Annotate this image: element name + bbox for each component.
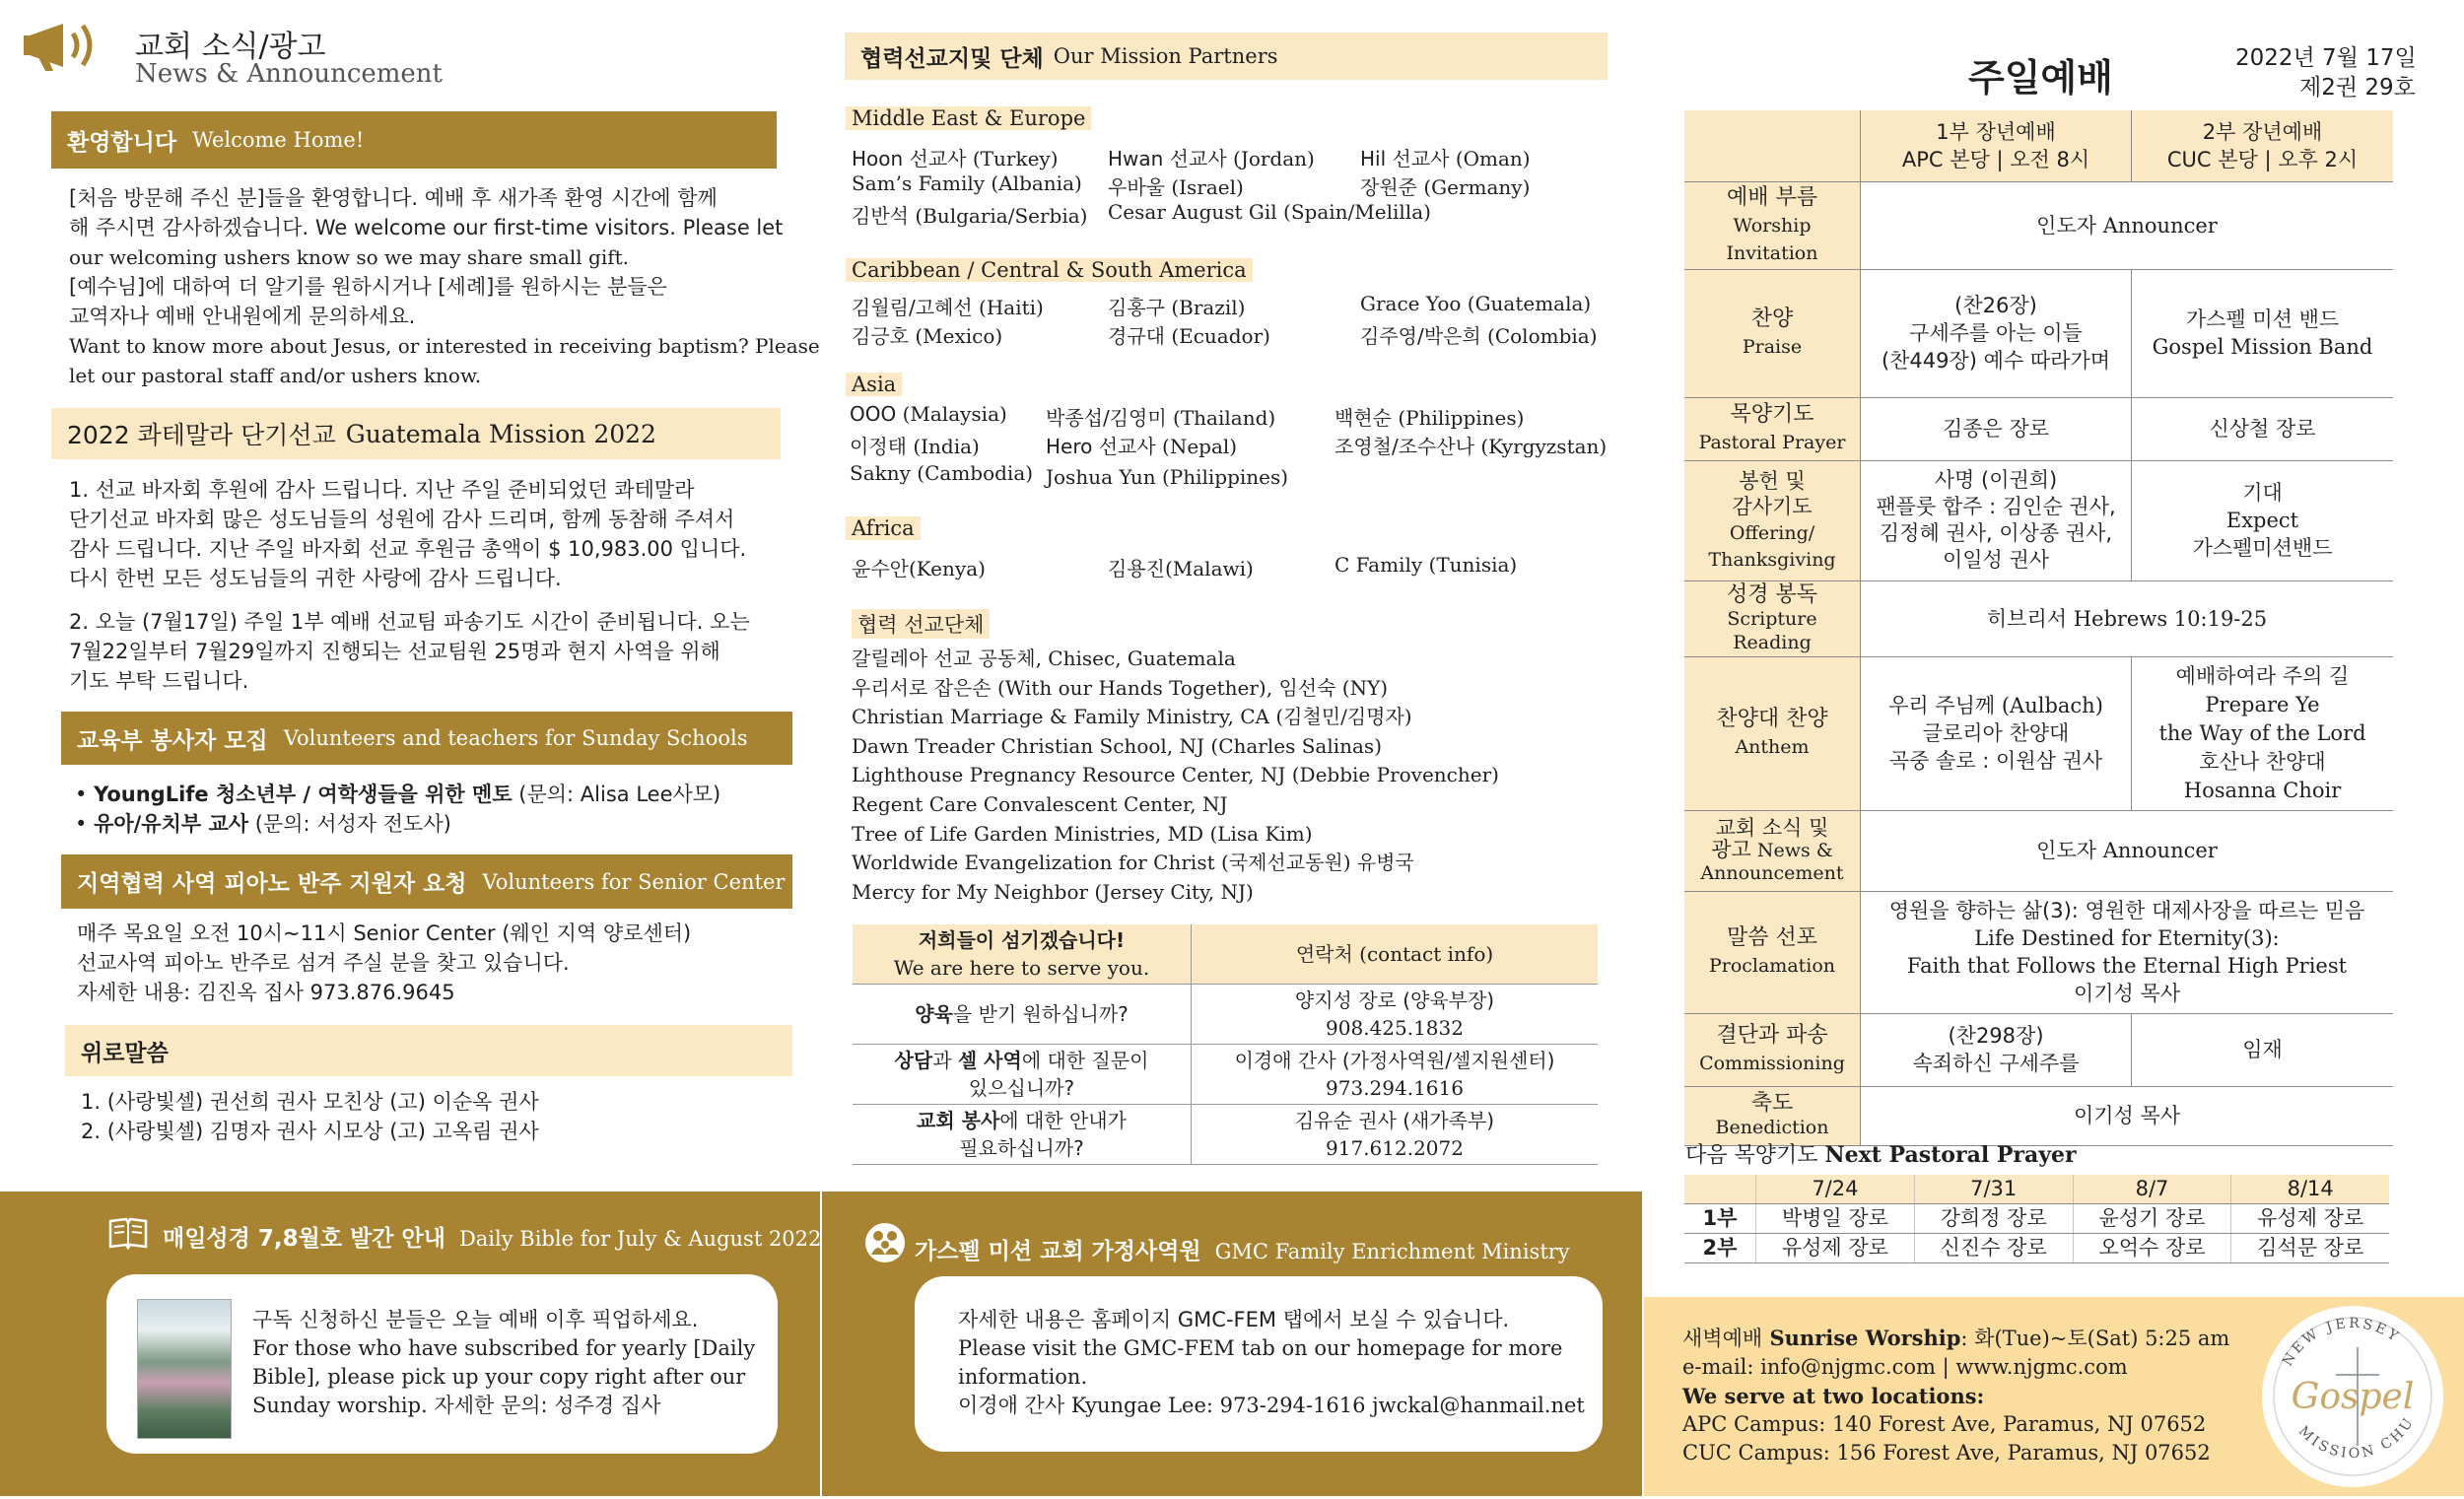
next-prayer-name: 신진수 장로 bbox=[1914, 1234, 2073, 1263]
next-prayer-name: 유성제 장로 bbox=[1756, 1234, 1915, 1263]
worship-value: 예배하여라 주의 길 Prepare Ye the Way of the Lord 호산나 찬양대 Hosanna Choir bbox=[2132, 656, 2394, 810]
family-text: 자세한 내용은 홈페이지 GMC-FEM 탭에서 보실 수 있습니다. Please visit the GMC-FEM tab on our homepage for more information. 이경애 간사 Kyungae Lee: 973-294-1616 jwckal@hanmail.net bbox=[958, 1308, 1585, 1417]
education-item-rest: (문의: 서성자 전도사) bbox=[248, 812, 451, 836]
worship-header-blank bbox=[1684, 110, 1861, 181]
welcome-line: let our pastoral staff and/or ushers know. bbox=[69, 364, 482, 387]
family-title: 가스펠 미션 교회 가정사역원 GMC Family Enrichment Ministry bbox=[915, 1239, 1570, 1264]
org-item: Worldwide Evangelization for Christ (국제선교동원) 유병국 bbox=[852, 851, 1414, 875]
worship-label: 말씀 선포 Proclamation bbox=[1684, 891, 1861, 1013]
worship-row-anthem bbox=[1684, 656, 2393, 810]
welcome-line: 해 주시면 감사하겠습니다. We welcome our first-time visitors. Please let bbox=[69, 216, 784, 239]
condolence-line: 2. (사랑빛셀) 김명자 권사 시모상 (고) 고옥림 권사 bbox=[81, 1120, 539, 1143]
worship-value: (찬298장) 속죄하신 구세주를 bbox=[1861, 1013, 2132, 1086]
senior-line: 선교사역 피아노 반주로 섬겨 주실 분을 찾고 있습니다. bbox=[77, 951, 570, 975]
guatemala-header bbox=[51, 408, 781, 459]
mission-item: 박종섭/김영미 (Thailand) bbox=[1046, 406, 1276, 430]
worship-label: 성경 봉독 Scripture Reading bbox=[1684, 580, 1861, 656]
contact-table bbox=[853, 924, 1598, 1165]
next-prayer-name: 윤성기 장로 bbox=[2073, 1204, 2231, 1234]
worship-value: 인도자 Announcer bbox=[1861, 181, 2394, 269]
mission-item: Sam’s Family (Albania) bbox=[852, 171, 1082, 195]
mission-item: 김용진(Malawi) bbox=[1108, 557, 1254, 580]
guatemala-line: 다시 한번 모든 성도님들의 귀한 사랑에 감사 드립니다. bbox=[69, 567, 562, 590]
guatemala-line: 1. 선교 바자회 후원에 감사 드립니다. 지난 주일 준비되었던 콰테말라 bbox=[69, 478, 695, 502]
worship-value: 인도자 Announcer bbox=[1861, 810, 2394, 891]
guatemala-line: 감사 드립니다. 지난 주일 바자회 선교 후원금 총액이 $ 10,983.00 입니다. bbox=[69, 537, 747, 561]
svg-text:NEW JERSEY: NEW JERSEY bbox=[2280, 1315, 2404, 1370]
next-prayer-date: 7/31 bbox=[1914, 1175, 2073, 1204]
senior-title-en: Volunteers for Senior Center bbox=[482, 869, 786, 894]
education-item-rest: (문의: Alisa Lee사모) bbox=[512, 783, 721, 806]
service-date: 2022년 7월 17일 bbox=[2235, 45, 2417, 71]
welcome-line: Want to know more about Jesus, or interested in receiving baptism? Please bbox=[69, 334, 820, 358]
mission-title-en: Our Mission Partners bbox=[1053, 44, 1278, 68]
worship-value: 신상철 장로 bbox=[2132, 397, 2394, 460]
worship-header-row bbox=[1684, 110, 2393, 181]
guatemala-line: 7월22일부터 7월29일까지 진행되는 선교팀원 25명과 현지 사역을 위해 bbox=[69, 640, 720, 663]
guatemala-line: 기도 부탁 드립니다. bbox=[69, 669, 249, 693]
education-item-bold: 유아/유치부 교사 bbox=[94, 812, 249, 836]
next-prayer-blank bbox=[1684, 1175, 1756, 1204]
worship-value: 우리 주님께 (Aulbach) 글로리아 찬양대 곡중 솔로 : 이원삼 권사 bbox=[1861, 656, 2132, 810]
mission-item: 백현순 (Philippines) bbox=[1335, 406, 1525, 430]
next-prayer-name: 강희정 장로 bbox=[1914, 1204, 2073, 1234]
next-prayer-name: 김석문 장로 bbox=[2231, 1234, 2389, 1263]
contact-question: 양육을 받기 원하십니까? bbox=[853, 985, 1192, 1045]
guatemala-title-ko: 2022 콰테말라 단기선교 bbox=[67, 421, 336, 449]
mission-item: 김긍호 (Mexico) bbox=[852, 324, 1003, 348]
education-header bbox=[61, 712, 792, 765]
education-item: • YoungLife 청소년부 / 여학생들을 위한 멘토 (문의: Alisa Lee사모) bbox=[75, 783, 721, 806]
contact-person: 양지성 장로 (양육부장) 908.425.1832 bbox=[1192, 985, 1599, 1045]
org-item: 우리서로 잡은손 (With our Hands Together), 임선숙 (NY) bbox=[852, 675, 1389, 700]
mission-item: 김월림/고혜선 (Haiti) bbox=[852, 296, 1044, 319]
first-service-header: 1부 장년예배 APC 본당 | 오전 8시 bbox=[1861, 110, 2132, 181]
worship-value: 가스펠 미션 밴드 Gospel Mission Band bbox=[2132, 269, 2394, 397]
worship-label: 찬양대 찬양 Anthem bbox=[1684, 656, 1861, 810]
svg-text:Gospel: Gospel bbox=[2291, 1377, 2415, 1417]
contact-person: 김유순 권사 (새가족부) 917.612.2072 bbox=[1192, 1105, 1599, 1165]
mission-item: Hero 선교사 (Nepal) bbox=[1046, 435, 1238, 458]
mission-item: Cesar August Gil (Spain/Melilla) bbox=[1108, 200, 1431, 224]
worship-label: 봉헌 및 감사기도 Offering/ Thanksgiving bbox=[1684, 460, 1861, 580]
welcome-line: [예수님]에 대하여 더 알기를 원하시거나 [세례]를 원하시는 분들은 bbox=[69, 275, 667, 299]
second-service-header: 2부 장년예배 CUC 본당 | 오후 2시 bbox=[2132, 110, 2394, 181]
welcome-line: [처음 방문해 주신 분]들을 환영합니다. 예배 후 새가족 환영 시간에 함께 bbox=[69, 186, 718, 210]
worship-label: 결단과 파송 Commissioning bbox=[1684, 1013, 1861, 1086]
education-title-ko: 교육부 봉사자 모집 bbox=[77, 727, 268, 754]
mission-title-ko: 협력선교지및 단체 bbox=[860, 45, 1044, 72]
next-prayer-header bbox=[1684, 1175, 2389, 1204]
welcome-header bbox=[51, 111, 777, 169]
mission-item: Grace Yoo (Guatemala) bbox=[1360, 292, 1592, 315]
book-icon bbox=[106, 1215, 150, 1251]
worship-row-offering bbox=[1684, 460, 2393, 580]
senior-line: 매주 목요일 오전 10시~11시 Senior Center (웨인 지역 양로센터) bbox=[77, 921, 692, 945]
church-seal-logo bbox=[2249, 1298, 2456, 1495]
mission-item: 경규대 (Ecuador) bbox=[1108, 324, 1270, 348]
mission-item: C Family (Tunisia) bbox=[1335, 553, 1518, 577]
education-item: • 유아/유치부 교사 (문의: 서성자 전도사) bbox=[75, 812, 451, 836]
mission-item: OOO (Malaysia) bbox=[850, 402, 1007, 426]
next-prayer-table bbox=[1684, 1175, 2389, 1263]
next-prayer-name: 박병일 장로 bbox=[1756, 1204, 1915, 1234]
worship-row-commissioning bbox=[1684, 1013, 2393, 1086]
family-icon bbox=[863, 1221, 907, 1264]
contact-header-right: 연락처 (contact info) bbox=[1192, 924, 1599, 985]
next-prayer-row bbox=[1684, 1204, 2389, 1234]
svg-text:MISSION CHURCH: MISSION CHU bbox=[2294, 1413, 2419, 1463]
region-africa: Africa bbox=[846, 516, 921, 540]
contact-question: 교회 봉사에 대한 안내가 필요하십니까? bbox=[853, 1105, 1192, 1165]
contact-row bbox=[853, 1045, 1598, 1105]
worship-row-prayer bbox=[1684, 397, 2393, 460]
guatemala-line: 2. 오늘 (7월17일) 주일 1부 예배 선교팀 파송기도 시간이 준비됩니다. 오는 bbox=[69, 610, 750, 634]
org-item: Dawn Treader Christian School, NJ (Charles Salinas) bbox=[852, 733, 1382, 758]
news-title-ko: 교회 소식/광고 bbox=[135, 30, 326, 64]
worship-label: 찬양 Praise bbox=[1684, 269, 1861, 397]
condolence-header bbox=[65, 1025, 792, 1076]
org-list bbox=[852, 645, 1499, 907]
next-prayer-date: 8/7 bbox=[2073, 1175, 2231, 1204]
next-prayer-date: 7/24 bbox=[1756, 1175, 1915, 1204]
mission-item: 장원준 (Germany) bbox=[1360, 175, 1531, 199]
worship-value: (찬26장) 구세주를 아는 이들 (찬449장) 예수 따라가며 bbox=[1861, 269, 2132, 397]
worship-row-praise bbox=[1684, 269, 2393, 397]
senior-header bbox=[61, 854, 792, 909]
education-title-en: Volunteers and teachers for Sunday Schools bbox=[283, 726, 748, 750]
mission-item: 김홍구 (Brazil) bbox=[1108, 296, 1246, 319]
org-item: 갈릴레아 선교 공동체, Chisec, Guatemala bbox=[852, 647, 1236, 670]
service-title: 주일예배 bbox=[1968, 56, 2113, 100]
education-item-bold: YoungLife 청소년부 / 여학생들을 위한 멘토 bbox=[94, 783, 513, 806]
worship-value: 임재 bbox=[2132, 1013, 2394, 1086]
worship-row-scripture bbox=[1684, 580, 2393, 656]
region-middle-east: Middle East & Europe bbox=[846, 106, 1091, 130]
worship-label: 예배 부름 Worship Invitation bbox=[1684, 181, 1861, 269]
mission-item: Joshua Yun (Philippines) bbox=[1046, 465, 1289, 489]
mission-item: 김주영/박은희 (Colombia) bbox=[1360, 324, 1598, 348]
worship-row-invitation bbox=[1684, 181, 2393, 269]
welcome-title-ko: 환영합니다 bbox=[67, 129, 177, 156]
guatemala-p2 bbox=[69, 607, 750, 696]
mission-item: 우바울 (Israel) bbox=[1108, 175, 1244, 199]
welcome-line: our welcoming ushers know so we may share small gift. bbox=[69, 245, 630, 269]
guatemala-p1 bbox=[69, 475, 746, 593]
welcome-text bbox=[69, 183, 820, 390]
mission-item: 김반석 (Bulgaria/Serbia) bbox=[852, 204, 1088, 228]
worship-label: 축도 Benediction bbox=[1684, 1086, 1861, 1145]
condolence-line: 1. (사랑빛셀) 권선희 권사 모친상 (고) 이순옥 권사 bbox=[81, 1090, 539, 1114]
next-prayer-row bbox=[1684, 1234, 2389, 1263]
service-issue: 제2권 29호 bbox=[2299, 75, 2416, 101]
news-title-en: News & Announcement bbox=[135, 59, 443, 89]
next-prayer-date: 8/14 bbox=[2231, 1175, 2389, 1204]
worship-value: 기대 Expect 가스펠미션밴드 bbox=[2132, 460, 2394, 580]
condolence-text bbox=[81, 1087, 539, 1146]
mission-item: Hwan 선교사 (Jordan) bbox=[1108, 147, 1315, 170]
worship-value: 김종은 장로 bbox=[1861, 397, 2132, 460]
worship-value: 이기성 목사 bbox=[1861, 1086, 2394, 1145]
next-prayer-service: 2부 bbox=[1684, 1234, 1756, 1263]
next-prayer-title: 다음 목양기도 Next Pastoral Prayer bbox=[1685, 1142, 2077, 1168]
worship-row-news bbox=[1684, 810, 2393, 891]
worship-value: 사명 (이권희) 팬플룻 합주 : 김인순 권사, 김정혜 권사, 이상종 권사, 이일성 권사 bbox=[1861, 460, 2132, 580]
worship-row-benediction bbox=[1684, 1086, 2393, 1145]
contact-row bbox=[853, 1105, 1598, 1165]
contact-question: 상담과 셀 사역에 대한 질문이 있으십니까? bbox=[853, 1045, 1192, 1105]
worship-value: 영원을 향하는 삶(3): 영원한 대제사장을 따르는 믿음 Life Destined for Eternity(3): Faith that Follows the Eternal High Priest 이기성 목사 bbox=[1861, 891, 2394, 1013]
worship-label: 목양기도 Pastoral Prayer bbox=[1684, 397, 1861, 460]
org-item: Mercy for My Neighbor (Jersey City, NJ) bbox=[852, 879, 1254, 904]
org-item: Lighthouse Pregnancy Resource Center, NJ (Debbie Provencher) bbox=[852, 763, 1499, 787]
next-prayer-name: 오억수 장로 bbox=[2073, 1234, 2231, 1263]
worship-label: 교회 소식 및 광고 News & Announcement bbox=[1684, 810, 1861, 891]
mission-item: Hoon 선교사 (Turkey) bbox=[852, 147, 1059, 170]
next-prayer-service: 1부 bbox=[1684, 1204, 1756, 1234]
worship-order-table bbox=[1684, 110, 2393, 1146]
next-prayer-name: 유성제 장로 bbox=[2231, 1204, 2389, 1234]
welcome-line: 교역자나 예배 안내원에게 문의하세요. bbox=[69, 305, 416, 328]
senior-text bbox=[77, 919, 691, 1007]
mission-header bbox=[845, 33, 1608, 80]
org-item: Christian Marriage & Family Ministry, CA (김철민/김명자) bbox=[852, 705, 1412, 729]
region-asia: Asia bbox=[846, 373, 902, 396]
contact-row bbox=[853, 985, 1598, 1045]
contact-header-left: 저희들이 섬기겠습니다! We are here to serve you. bbox=[853, 924, 1192, 985]
education-list bbox=[75, 780, 720, 839]
bible-title: 매일성경 7,8월호 발간 안내 Daily Bible for July & August 2022 bbox=[163, 1226, 822, 1252]
mission-item: 윤수안(Kenya) bbox=[852, 557, 986, 580]
bible-text: 구독 신청하신 분들은 오늘 예배 이후 픽업하세요. For those who have subscribed for yearly [Daily Bible], please pick up your copy right after our Sunday worship. 자세한 문의: 성주경 집사 bbox=[252, 1308, 756, 1417]
contact-person: 이경애 간사 (가정사역원/셀지원센터) 973.294.1616 bbox=[1192, 1045, 1599, 1105]
welcome-title-en: Welcome Home! bbox=[192, 128, 365, 152]
mission-item: Sakny (Cambodia) bbox=[850, 461, 1034, 485]
condolence-title: 위로말씀 bbox=[81, 1040, 169, 1066]
worship-row-sermon bbox=[1684, 891, 2393, 1013]
org-item: Regent Care Convalescent Center, NJ bbox=[852, 791, 1228, 816]
senior-title-ko: 지역협력 사역 피아노 반주 지원자 요청 bbox=[77, 871, 467, 897]
worship-value: 히브리서 Hebrews 10:19-25 bbox=[1861, 580, 2394, 656]
org-item: Tree of Life Garden Ministries, MD (Lisa Kim) bbox=[852, 821, 1313, 846]
region-americas: Caribbean / Central & South America bbox=[846, 258, 1253, 282]
guatemala-line: 단기선교 바자회 많은 성도님들의 성원에 감사 드리며, 함께 동참해 주셔서 bbox=[69, 508, 735, 531]
contact-header-row bbox=[853, 924, 1598, 985]
mission-item: 이정태 (India) bbox=[850, 435, 980, 458]
senior-line: 자세한 내용: 김진옥 집사 973.876.9645 bbox=[77, 981, 455, 1004]
megaphone-icon bbox=[24, 16, 108, 73]
mission-item: 조영철/조수산나 (Kyrgyzstan) bbox=[1335, 435, 1608, 458]
guatemala-title-en: Guatemala Mission 2022 bbox=[345, 419, 656, 448]
footer-text: 새벽예배 Sunrise Worship: 화(Tue)~토(Sat) 5:25 am e-mail: info@njgmc.com | www.njgmc.com We serve at two locations: APC Campus: 140 Forest Ave, Paramus, NJ 07652 CUC Campus: 156 Forest Ave, Paramus, NJ 07652 bbox=[1682, 1326, 2230, 1465]
org-header: 협력 선교단체 bbox=[852, 609, 990, 639]
mission-item: Hil 선교사 (Oman) bbox=[1360, 147, 1531, 170]
bible-cover-image bbox=[137, 1299, 232, 1439]
